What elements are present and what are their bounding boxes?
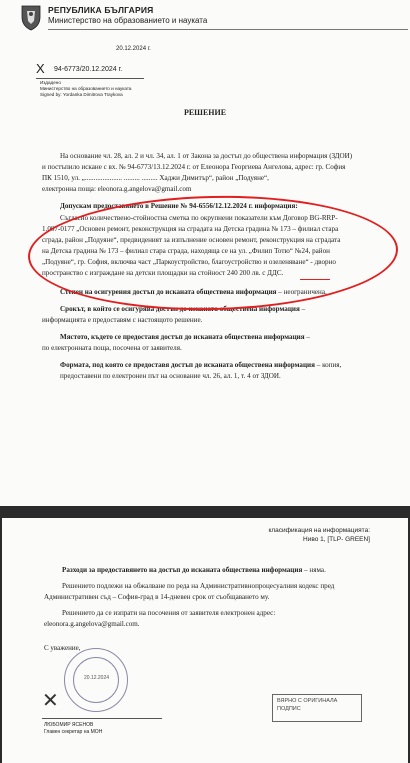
header-country: РЕПУБЛИКА БЪЛГАРИЯ — [48, 5, 154, 15]
grant-line: „Подуяне“, гр. София, включва част „Паркоустройство, благоустройство и озеленяване“ - дворно — [42, 258, 336, 266]
signature-detail-line: Издадено — [40, 80, 61, 85]
section-heading: Мястото, където се предоставя достъп до исканата обществена информация — [60, 333, 305, 341]
access-place — [42, 333, 370, 342]
signer — [44, 722, 102, 736]
signature-detail-line: Signed by: Yordanka Dimitrova Traykova — [40, 92, 123, 97]
grant-line: на Детска градина № 173 – филиал стара сграда, находяща се на ул. „Филип Тотю“ №24, район — [42, 247, 330, 255]
costs-line — [44, 566, 368, 575]
section-continuation: предоставени по електронен път на основание чл. 26, ал. 1, т. 4 от ЗДОИ. — [60, 372, 281, 380]
signature-rule — [42, 718, 162, 719]
section-text: – — [304, 333, 310, 341]
red-underline — [300, 279, 330, 280]
grant-line: 1.007-0177 „Основен ремонт, реконструкция на сградата на Детска градина № 173 – филиал стара — [42, 225, 339, 233]
delivery-line: eleonora.g.angelova@gmail.com. — [44, 620, 140, 628]
signature-x-mark: ✕ — [42, 690, 59, 712]
intro-line: На основание чл. 28, ал. 2 и чл. 34, ал. 1 от Закона за достъп до обществена информация (ЗДОИ) — [60, 152, 353, 160]
section-heading: Формата, под която се предоставя достъп до исканата обществена информация — [60, 361, 315, 369]
delivery-line: Решението да се изпрати на посочения от заявителя електронен адрес: — [62, 609, 276, 617]
classification-label: класификация на информацията: — [268, 527, 370, 534]
appeal-line: Административен съд – София-град в 14-дневен срок от съобщаването му. — [44, 593, 270, 601]
signature-date: 20.12.2024 — [84, 675, 110, 681]
header-date: 20.12.2024 г. — [116, 46, 151, 52]
access-deadline — [42, 305, 370, 314]
signer-title: Главен секретар на МОН — [44, 729, 103, 735]
intro-line: ПК 1510, ул. „..................... ......... ......... Хаджи Димитър“, район „Подуяне“, — [42, 174, 269, 182]
document-page-2 — [2, 518, 408, 763]
section-heading: Степен на осигурения достъп до исканата обществена информация — [60, 288, 277, 296]
grant-line: пространство с изграждане на детски площадки на стойност 240 200 лв. с ДДС. — [42, 269, 284, 277]
certified-copy-stamp: ВЯРНО С ОРИГИНАЛА ПОДПИС — [272, 694, 362, 722]
document-title: РЕШЕНИЕ — [183, 108, 227, 117]
closing: С уважение, — [44, 644, 81, 652]
signature-details — [40, 80, 131, 98]
signature-reg-no: 94-6773/20.12.2024 г. — [54, 66, 123, 73]
header-ministry: Министерство на образованието и науката — [48, 16, 208, 25]
signature-line — [36, 78, 144, 79]
intro-line: електронна поща: eleonora.g.angelova@gmail.com — [42, 185, 192, 193]
coat-of-arms-icon — [20, 3, 42, 31]
access-form — [42, 361, 370, 370]
grant-line: сграда, район „Подуяне“, предвиденият за изпълнение основен ремонт, реконструкция на сградата — [42, 236, 341, 244]
signature-mark: X — [36, 61, 45, 76]
classification — [268, 526, 370, 544]
section-continuation: информацията е предоставям с настоящото решение. — [42, 316, 203, 324]
header-divider — [48, 29, 408, 30]
section-text: – неограничена. — [276, 288, 327, 296]
signature-detail-line: Министерство на образованието и науката — [40, 86, 132, 91]
signer-name: ЛЮБОМИР ЯСЕНОВ — [44, 722, 94, 728]
section-continuation: по електронната поща, посочена от заявителя. — [42, 344, 182, 352]
section-heading: Срокът, в който се осигурява достъп до исканата обществена информация — [60, 305, 300, 313]
appeal-line: Решението подлежи на обжалване по реда на Административнопроцесуалния кодекс пред — [62, 582, 335, 590]
classification-value: Ниво 1, [TLP- GREEN] — [303, 536, 370, 543]
section-text: – копия, — [314, 361, 342, 369]
costs-text: – няма. — [302, 566, 326, 574]
section-text: – — [299, 305, 306, 313]
costs-heading: Разходи за предоставянето на достъп до исканата обществена информация — [62, 566, 303, 574]
access-degree — [42, 288, 370, 297]
grant-line: Съгласно количествено-стойностна сметка по окрупнени показатели към Договор BG-RRP- — [60, 214, 338, 222]
intro-line: и постъпило искане с вх. № 94-6773/13.12.2024 г. от Елеонора Георгиева Ангелова, адрес: гр. София — [42, 163, 346, 171]
grant-lead: Допускам предоставянето в Решение № 94-6556/12.12.2024 г. информация: — [60, 202, 298, 210]
